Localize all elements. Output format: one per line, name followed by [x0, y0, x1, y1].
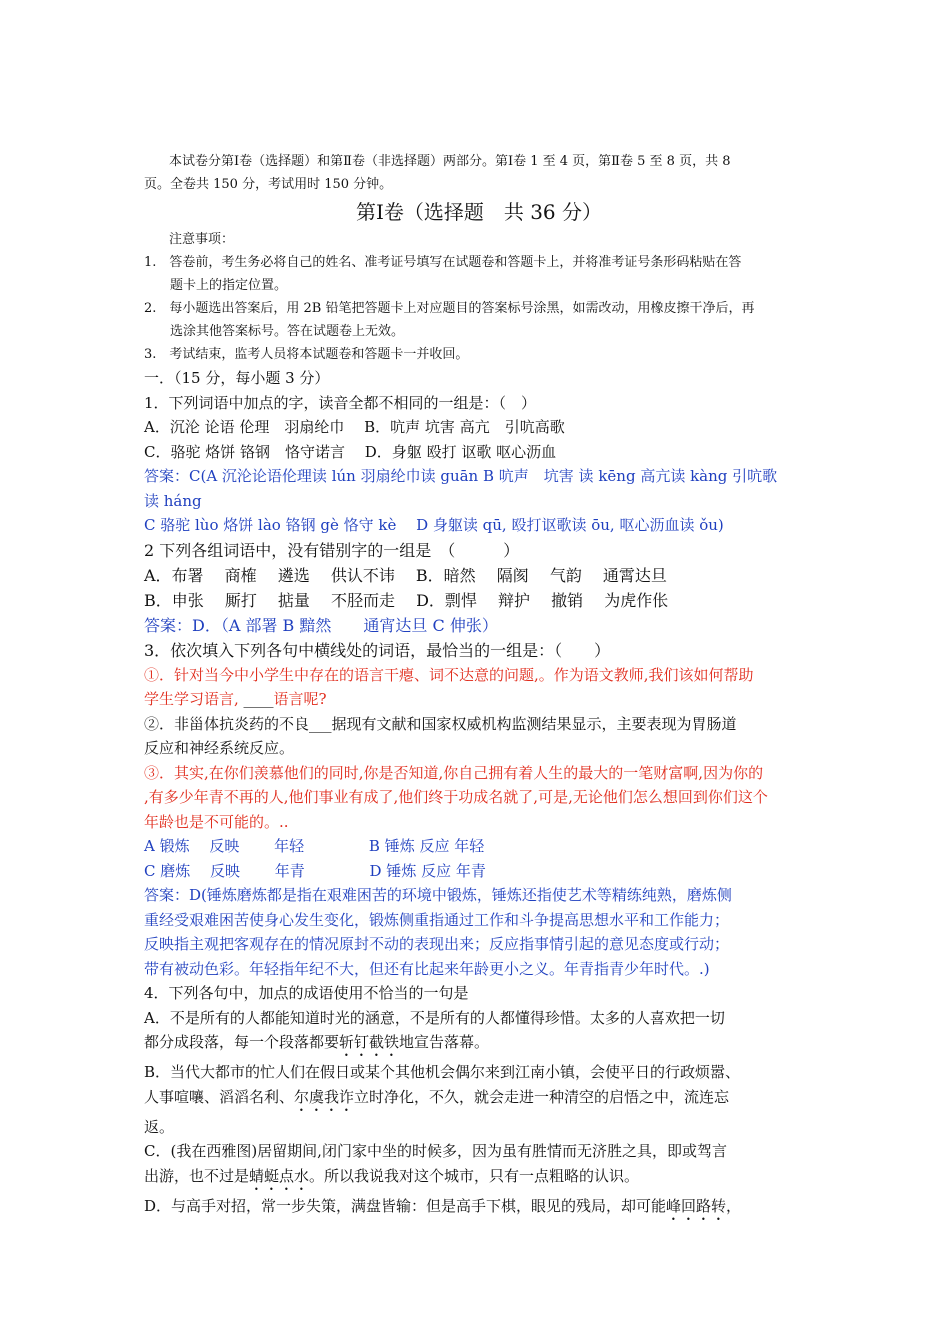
- q4-c-pre: 出游，也不过是: [144, 1166, 250, 1185]
- q4-option-c-line-2: [144, 1164, 814, 1194]
- q4-c-idiom: 蜻蜓点水: [249, 1166, 310, 1185]
- q4-stem: 4．下列各句中，加点的成语使用不恰当的一句是: [144, 984, 469, 1002]
- q4-a-pre: 都分成段落，每一个段落都要: [144, 1033, 340, 1051]
- q3-stem: 3．依次填入下列各句中横线处的词语，最恰当的一组是：（ ）: [144, 640, 611, 660]
- q3-sentence-3-line-3: 年龄也是不可能的。..: [144, 812, 289, 831]
- q2-answer: 答案：D．（A 部署 B 黯然 通宵达旦 C 伸张）: [144, 615, 498, 635]
- q4-b-post: 立时净化，不久，就会走进一种清空的启悟之中，流连忘: [354, 1087, 730, 1106]
- q3-sentence-3-line-1: ③．其实,在你们羡慕他们的同时,你是否知道,你自己拥有着人生的最大的一笔财富啊,因为你的: [144, 763, 764, 782]
- q3-answer-line-1: 答案：D(锤炼磨炼都是指在艰难困苦的环境中锻炼，锤炼还指使艺术等精练纯熟，磨炼侧: [144, 886, 732, 904]
- q1-answer-line-3: C 骆驼 lùo 烙饼 lào 铬钢 gè 恪守 kè D 身躯读 qū, 殴打讴歌读 ōu, 呕心沥血读 ǒu): [144, 516, 724, 534]
- q4-b-idiom: 尔虞我诈: [294, 1087, 355, 1106]
- q3-blank-2: ___: [309, 714, 332, 733]
- q1-answer-line-1: 答案：C(A 沉沦论语伦理读 lún 羽扇纶巾读 guān B 吭声 坑害 读 kēng 高亢读 kàng 引吭歌: [144, 467, 778, 485]
- q3-answer-line-4: 带有被动色彩。年轻指年纪不大，但还有比起来年龄更小之义。年青指青少年时代。.): [144, 959, 710, 978]
- q2-options-ab: A．布署 商榷 遴选 供认不讳 B．暗然 隔阂 气韵 通霄达旦: [144, 565, 667, 585]
- q3-answer-line-2: 重经受艰难困苦使身心发生变化，锻炼侧重指通过工作和斗争提高思想水平和工作能力；: [144, 910, 730, 929]
- q4-c-post: 。所以我说我对这个城市，只有一点粗略的认识。: [309, 1166, 640, 1185]
- q3-options-cd: C 磨炼 反映 年青 D 锤炼 反应 年青: [144, 861, 486, 880]
- q3-sentence-3-line-2: ,有多少年青不再的人,他们事业有成了,他们终于功成名就了,可是,无论他们怎么想回到你们这个: [144, 788, 768, 806]
- q1-stem: 1．下列词语中加点的字，读音全都不相同的一组是：（ ）: [144, 393, 537, 412]
- notice-2-line-1: 2. 每小题选出答案后，用 2B 铅笔把答题卡上对应题目的答案标号涂黑，如需改动，用橡皮擦干净后，再: [144, 301, 755, 316]
- q1-answer-line-2: 读 háng: [144, 491, 202, 510]
- exam-content: [144, 150, 814, 1224]
- q4-option-a-line-2: [144, 1030, 814, 1060]
- part-one-heading: 一．（15 分，每小题 3 分）: [144, 369, 330, 387]
- q3-s2-pre: ②．非甾体抗炎药的不良: [144, 714, 310, 733]
- q3-answer-line-3: 反映指主观把客观存在的情况原封不动的表现出来；反应指事情引起的意见态度或行动；: [144, 935, 730, 953]
- notice-1-line-2: 题卡上的指定位置。: [170, 278, 288, 293]
- q2-options-cd: B．申张 厮打 掂量 不胫而走 D．剽悍 辩护 撤销 为虎作伥: [144, 590, 669, 610]
- notice-3-line-1: 3. 考试结束，监考人员将本试题卷和答题卡一并收回。: [144, 347, 469, 362]
- q4-d-pre: D．与高手对招，常一步失策，满盘皆输：但是高手下棋，眼见的残局，却可能: [144, 1196, 667, 1215]
- section-title: 第Ⅰ卷（选择题 共 36 分）: [355, 200, 603, 224]
- q4-a-post: 地宣告落幕。: [399, 1033, 490, 1051]
- q3-options-ab: A 锻炼 反映 年轻 B 锤炼 反应 年轻: [144, 837, 485, 855]
- notice-1-line-1: 1. 答卷前，考生务必将自己的姓名、准考证号填写在试题卷和答题卡上，并将准考证号条形码粘贴在答: [144, 255, 742, 270]
- q4-option-d-line-1: [144, 1194, 814, 1224]
- q4-option-c-line-1: C．(我在西雅图)居留期间,闭门家中坐的时候多，因为虽有胜情而无济胜之具，即或驾言: [144, 1142, 727, 1160]
- q4-option-b-line-2: [144, 1085, 814, 1115]
- intro-line-2: 页。全卷共 150 分，考试用时 150 分钟。: [144, 177, 393, 192]
- q1-options-cd: C．骆驼 烙饼 铬钢 恪守诺言 D．身躯 殴打 讴歌 呕心沥血: [144, 442, 557, 461]
- q3-sentence-1-line-2: [144, 687, 814, 712]
- notice-heading: 注意事项：: [169, 232, 235, 247]
- q3-sentence-2-line-1: [144, 712, 814, 737]
- q3-s1-post: 语言呢?: [273, 690, 327, 708]
- q3-s2-post: 据现有文献和国家权威机构监测结果显示，主要表现为胃肠道: [331, 714, 737, 733]
- q2-stem: 2 下列各组词语中，没有错别字的一组是 （ ）: [144, 540, 520, 560]
- q3-sentence-1-line-1: ①．针对当今中小学生中存在的语言干瘪、词不达意的问题,。作为语文教师,我们该如何帮助: [144, 665, 754, 684]
- q3-sentence-2-line-2: 反应和神经系统反应。: [144, 739, 295, 757]
- q1-options-ab: A．沉沦 论语 伦理 羽扇纶巾 B．吭声 坑害 高亢 引吭高歌: [144, 418, 565, 436]
- q3-s1-pre: 学生学习语言,: [144, 690, 244, 708]
- q4-d-post: ，: [726, 1196, 742, 1215]
- q3-blank-1: ____: [243, 690, 274, 708]
- q4-option-b-line-1: B．当代大都市的忙人们在假日或某个其他机会偶尔来到江南小镇，会使平日的行政烦嚣、: [144, 1063, 741, 1081]
- q4-a-idiom: 斩钉截铁: [339, 1033, 400, 1051]
- notice-2-line-2: 选涂其他答案标号。答在试题卷上无效。: [170, 324, 405, 339]
- q4-option-b-line-3: 返。: [144, 1117, 175, 1136]
- q4-d-idiom: 峰回路转: [666, 1196, 727, 1215]
- intro-line-1: 本试卷分第Ⅰ卷（选择题）和第Ⅱ卷（非选择题）两部分。第Ⅰ卷 1 至 4 页，第Ⅱ卷 5 至 8 页，共 8: [169, 154, 731, 169]
- q4-b-pre: 人事喧嚷、滔滔名利、: [144, 1087, 295, 1106]
- q4-option-a-line-1: A．不是所有的人都能知道时光的涵意，不是所有的人都懂得珍惜。太多的人喜欢把一切: [144, 1008, 725, 1027]
